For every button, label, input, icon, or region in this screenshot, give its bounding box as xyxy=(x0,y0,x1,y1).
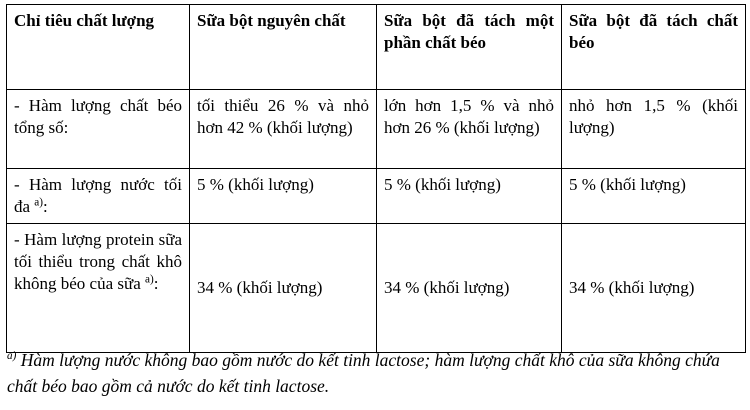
table-body xyxy=(7,90,746,353)
row-label-text: - Hàm lượng protein sữa tối thiểu trong chất khô không béo của sữa xyxy=(14,230,182,294)
footnote-text: Hàm lượng nước không bao gồm nước do kết tinh lactose; hàm lượng chất khô của sữa không chứa chất béo bao gồm cả nước do kết tinh lactose. xyxy=(7,350,720,397)
cell-max-water-whole: 5 % (khối lượng) xyxy=(190,169,377,224)
column-header-partly-skimmed-milk-powder: Sữa bột đã tách một phần chất béo xyxy=(377,5,562,90)
cell-max-water-skimmed: 5 % (khối lượng) xyxy=(562,169,746,224)
row-label-tail: : xyxy=(153,274,159,294)
table-row xyxy=(7,224,746,353)
table-row xyxy=(7,169,746,224)
milk-powder-specification-table xyxy=(6,4,746,353)
row-label-max-water xyxy=(7,169,190,224)
cell-max-water-partly-skimmed: 5 % (khối lượng) xyxy=(377,169,562,224)
cell-min-protein-whole: 34 % (khối lượng) xyxy=(190,224,377,353)
row-label-total-fat: - Hàm lượng chất béo tổng số: xyxy=(7,90,190,169)
cell-min-protein-partly-skimmed: 34 % (khối lượng) xyxy=(377,224,562,353)
column-header-skimmed-milk-powder: Sữa bột đã tách chất béo xyxy=(562,5,746,90)
table-footnote xyxy=(7,347,745,400)
column-header-whole-milk-powder: Sữa bột nguyên chất xyxy=(190,5,377,90)
cell-total-fat-partly-skimmed: lớn hơn 1,5 % và nhỏ hơn 26 % (khối lượng) xyxy=(377,90,562,169)
table-header xyxy=(7,5,746,90)
cell-total-fat-skimmed: nhỏ hơn 1,5 % (khối lượng) xyxy=(562,90,746,169)
table-row xyxy=(7,90,746,169)
row-label-text: - Hàm lượng nước tối đa xyxy=(14,175,182,217)
column-header-quality-criteria: Chỉ tiêu chất lượng xyxy=(7,5,190,90)
cell-min-protein-skimmed: 34 % (khối lượng) xyxy=(562,224,746,353)
table-header-row xyxy=(7,5,746,90)
footnote-marker: a) xyxy=(145,273,154,286)
row-label-min-milk-protein xyxy=(7,224,190,353)
row-label-tail: : xyxy=(43,197,48,217)
footnote-marker-icon: a) xyxy=(7,350,17,363)
cell-total-fat-whole: tối thiểu 26 % và nhỏ hơn 42 % (khối lượng) xyxy=(190,90,377,169)
footnote-marker: a) xyxy=(34,196,44,209)
